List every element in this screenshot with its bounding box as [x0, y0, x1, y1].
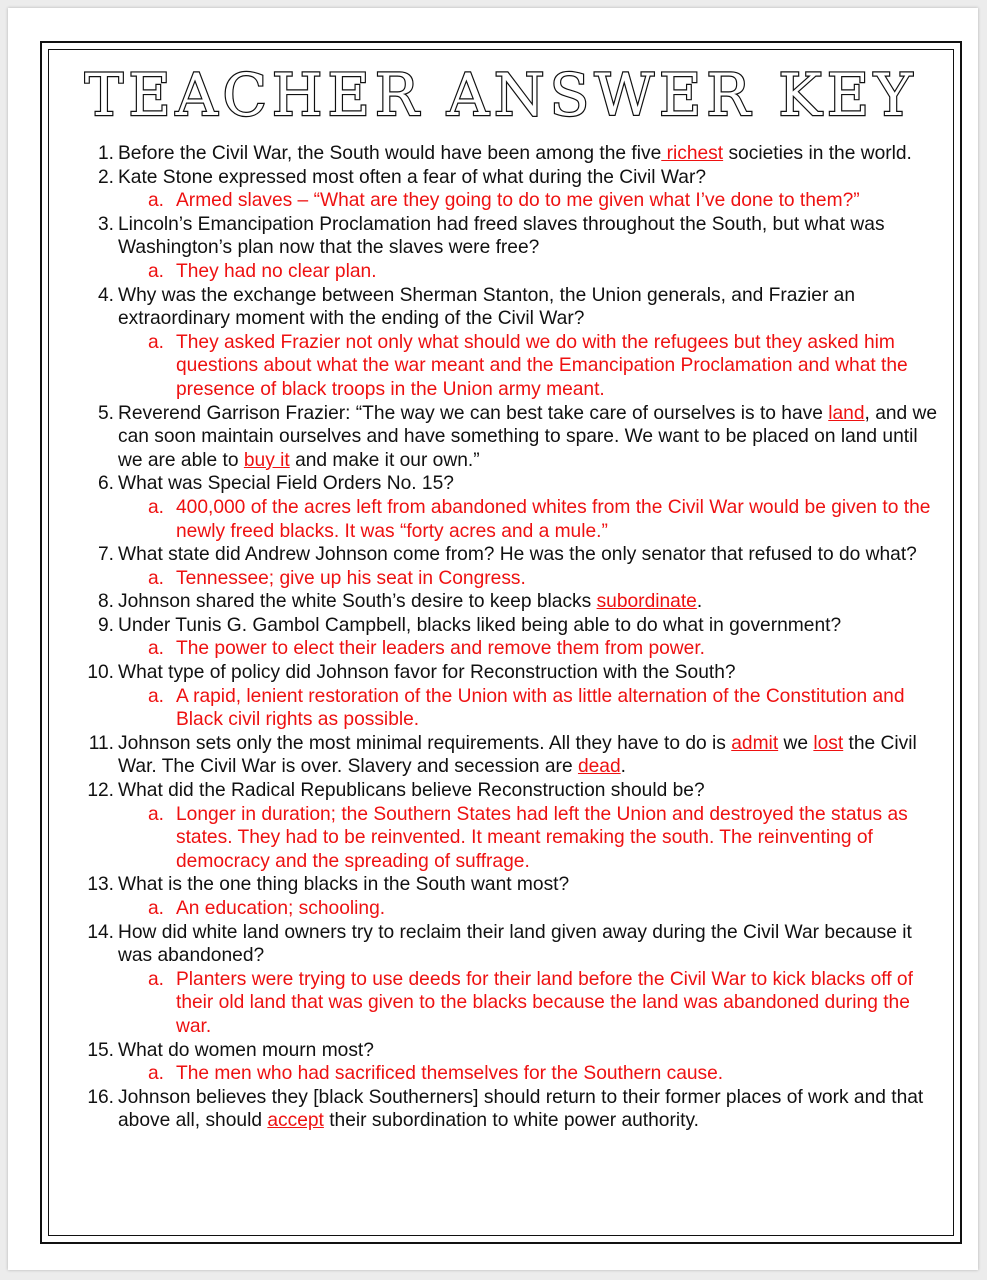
answer-14	[70, 968, 940, 1039]
question-number: 8.	[97, 591, 114, 613]
question-1	[70, 142, 940, 166]
answer-text: Armed slaves – “What are they going to do to me given what I’ve done to them?”	[176, 190, 860, 212]
answer-text: They asked Frazier not only what should we do with the refugees but they asked him questions about what the war meant and the Emancipation Proclamation and what the presence of black troops in the Union army meant.	[176, 331, 908, 400]
answer-6	[70, 496, 940, 543]
answer-letter: a.	[148, 496, 165, 518]
question-number: 1.	[97, 143, 114, 164]
question-text: we	[778, 732, 814, 754]
question-14	[70, 921, 940, 968]
answer-text: Longer in duration; the Southern States had left the Union and destroyed the status as states. They had to be reinvented. It meant remaking the south. The reinventing of democracy and the spreading of suffrage.	[176, 803, 908, 872]
question-number: 5.	[97, 402, 114, 424]
question-number: 7.	[97, 544, 114, 566]
answer-2	[70, 189, 940, 213]
question-4	[70, 284, 940, 331]
question-number: 11.	[88, 732, 114, 754]
question-13	[70, 873, 940, 897]
answer-3	[70, 260, 940, 284]
answer-text: The power to elect their leaders and remove them from power.	[176, 638, 705, 660]
answer-blank: dead	[577, 756, 621, 778]
answer-blank: lost	[813, 732, 844, 754]
question-number: 6.	[97, 473, 114, 495]
answer-letter: a.	[148, 638, 165, 660]
answer-blank: accept	[267, 1110, 324, 1132]
question-3	[70, 213, 940, 260]
question-text: Under Tunis G. Gambol Campbell, blacks liked being able to do what in government?	[118, 614, 842, 636]
answer-letter: a.	[148, 1063, 165, 1085]
answer-text: Tennessee; give up his seat in Congress.	[176, 567, 526, 589]
question-number: 13.	[87, 874, 114, 896]
question-text: Kate Stone expressed most often a fear of what during the Civil War?	[118, 166, 707, 188]
question-text: .	[620, 756, 626, 778]
question-number: 15.	[87, 1039, 114, 1061]
question-text: Why was the exchange between Sherman Stanton, the Union generals, and Frazier an extraordinary moment with the ending of the Civil War?	[118, 284, 856, 330]
question-text: and make it our own.”	[289, 449, 480, 471]
question-8	[70, 590, 940, 614]
question-number: 3.	[97, 213, 114, 235]
question-number: 10.	[87, 662, 114, 684]
question-text: What was Special Field Orders No. 15?	[118, 473, 454, 495]
question-15	[70, 1039, 940, 1063]
answer-4	[70, 331, 940, 402]
question-text: What is the one thing blacks in the South want most?	[118, 874, 570, 896]
question-number: 12.	[87, 780, 114, 802]
answer-letter: a.	[148, 898, 165, 919]
question-text: , and we can soon maintain ourselves and have something to spare. We want to be placed on land until we are able to	[118, 402, 938, 471]
question-text: What type of policy did Johnson favor for Reconstruction with the South?	[118, 662, 736, 684]
answer-blank: buy it	[243, 449, 290, 471]
question-text: .	[696, 591, 703, 613]
answer-text: 400,000 of the acres left from abandoned whites from the Civil War would be given to the newly freed blacks. It was “forty acres and a mule.”	[176, 496, 931, 542]
question-text: What state did Andrew Johnson come from? He was the only senator that refused to do what?	[118, 544, 917, 566]
answer-10	[70, 685, 940, 732]
question-text: the Civil War. The Civil War is over. Slavery and secession are	[118, 732, 917, 778]
question-text: Johnson shared the white South’s desire to keep blacks	[118, 591, 597, 613]
question-text: What did the Radical Republicans believe Reconstruction should be?	[118, 780, 705, 802]
answer-key-list	[70, 142, 940, 1133]
question-12	[70, 779, 940, 803]
answer-12	[70, 803, 940, 874]
question-text: How did white land owners try to reclaim their land given away during the Civil War because it was abandoned?	[118, 921, 912, 967]
question-6	[70, 472, 940, 496]
answer-letter: a.	[148, 331, 165, 353]
question-5	[70, 402, 940, 473]
answer-letter: a.	[148, 567, 165, 589]
page-title: TEACHER ANSWER KEY	[84, 61, 918, 129]
answer-letter: a.	[148, 260, 165, 282]
answer-blank: subordinate	[596, 591, 697, 613]
answer-blank: admit	[731, 732, 779, 754]
answer-text: Planters were trying to use deeds for their land before the Civil War to kick blacks off of their old land that was given to the blacks because the land was abandoned during the war.	[176, 968, 913, 1037]
answer-9	[70, 637, 940, 661]
answer-7	[70, 567, 940, 591]
question-text: Johnson believes they [black Southerners] should return to their former places of work and that above all, should	[118, 1086, 924, 1132]
question-text: societies in the world.	[723, 143, 912, 164]
question-16	[70, 1086, 940, 1133]
question-7	[70, 543, 940, 567]
answer-letter: a.	[148, 803, 165, 825]
question-number: 2.	[97, 166, 114, 188]
question-number: 4.	[97, 284, 114, 306]
answer-letter: a.	[148, 968, 165, 990]
question-number: 14.	[87, 921, 114, 943]
question-text: Lincoln’s Emancipation Proclamation had freed slaves throughout the South, but what was Washington’s plan now that the slaves were free?	[118, 213, 885, 259]
question-9	[70, 614, 940, 638]
question-2	[70, 166, 940, 190]
answer-15	[70, 1062, 940, 1086]
answer-13	[70, 897, 940, 921]
answer-blank: richest	[661, 143, 724, 164]
question-text: Johnson sets only the most minimal requirements. All they have to do is	[118, 732, 732, 754]
document-page	[8, 8, 978, 1270]
answer-letter: a.	[148, 190, 165, 212]
question-10	[70, 661, 940, 685]
question-text: Reverend Garrison Frazier: “The way we can best take care of ourselves is to have	[118, 402, 829, 424]
question-number: 16.	[87, 1086, 114, 1108]
answer-letter: a.	[148, 685, 165, 707]
question-text: What do women mourn most?	[118, 1039, 374, 1061]
question-11	[70, 732, 940, 779]
answer-text: The men who had sacrificed themselves for the Southern cause.	[176, 1063, 724, 1085]
answer-text: A rapid, lenient restoration of the Union with as little alternation of the Constitution and Black civil rights as possible.	[176, 685, 905, 731]
question-text: their subordination to white power authority.	[323, 1110, 699, 1132]
question-text: Before the Civil War, the South would have been among the five	[118, 143, 662, 164]
answer-text: They had no clear plan.	[176, 260, 377, 282]
answer-blank: land	[828, 402, 865, 424]
question-number: 9.	[97, 614, 114, 636]
answer-text: An education; schooling.	[176, 898, 386, 919]
